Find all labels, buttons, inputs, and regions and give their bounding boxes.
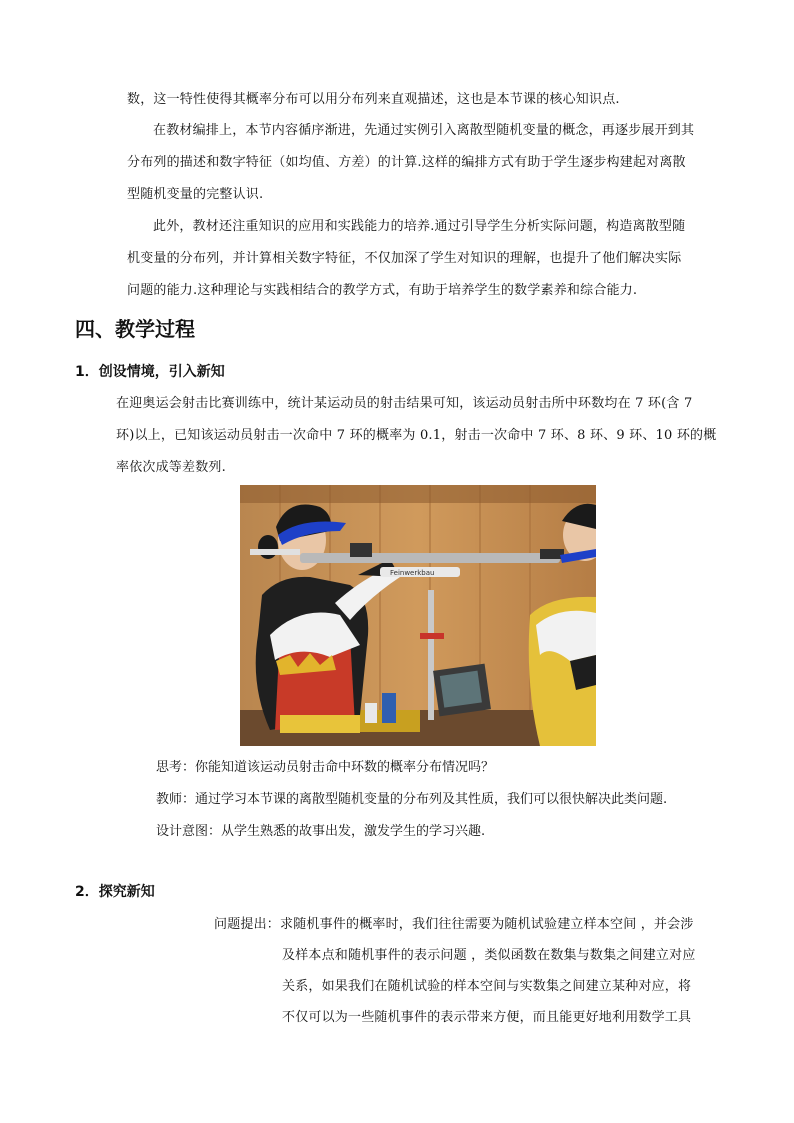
shooting-photo-illustration: [240, 485, 596, 746]
text-line: 在迎奥运会射击比赛训练中，统计某运动员的射击结果可知，该运动员射击所中环数均在 7 环(含 7: [116, 396, 693, 411]
paragraph-intro-3: [127, 211, 685, 307]
text-line: 数，这一特性使得其概率分布可以用分布列来直观描述，这也是本节课的核心知识点.: [127, 92, 620, 107]
text-line: 率依次成等差数列.: [116, 460, 226, 475]
text-line: 环)以上，已知该运动员射击一次命中 7 环的概率为 0.1，射击一次命中 7 环、8 环、9 环、10 环的概: [116, 428, 717, 443]
paragraph-intro-2: [127, 115, 694, 211]
text-line: 及样本点和随机事件的表示问题 ，类似函数在数集与数集之间建立对应: [282, 948, 696, 963]
subsection-heading-1: 1．创设情境，引入新知: [75, 364, 225, 380]
text-line: 问题的能力.这种理论与实践相结合的教学方式，有助于培养学生的数学素养和综合能力.: [127, 283, 638, 298]
paragraph-scenario: [116, 388, 716, 484]
text-line: 型随机变量的完整认识.: [127, 187, 264, 202]
shooting-photo: [240, 485, 596, 746]
teacher-note: 教师：通过学习本节课的离散型随机变量的分布列及其性质，我们可以很快解决此类问题.: [156, 792, 668, 807]
section-heading: 四、教学过程: [75, 317, 195, 341]
text-line: 此外，教材还注重知识的应用和实践能力的培养.通过引导学生分析实际问题，构造离散型随: [153, 219, 686, 234]
text-line: 在教材编排上，本节内容循序渐进，先通过实例引入离散型随机变量的概念，再逐步展开到其: [153, 123, 695, 138]
text-line: 分布列的描述和数字特征（如均值、方差）的计算.这样的编排方式有助于学生逐步构建起对离散: [127, 155, 686, 170]
design-intent: 设计意图：从学生熟悉的故事出发，激发学生的学习兴趣.: [156, 824, 486, 839]
text-line: 关系，如果我们在随机试验的样本空间与实数集之间建立某种对应，将: [282, 979, 692, 994]
text-line: 机变量的分布列，并计算相关数字特征，不仅加深了学生对知识的理解，也提升了他们解决实际: [127, 251, 682, 266]
paragraph-question-raised: [214, 909, 696, 1033]
text-line: 问题提出：求随机事件的概率时，我们往往需要为随机试验建立样本空间 ，并会涉: [214, 917, 694, 932]
think-question: 思考：你能知道该运动员射击命中环数的概率分布情况吗？: [156, 760, 495, 775]
subsection-heading-2: 2．探究新知: [75, 884, 155, 900]
paragraph-intro-1: [127, 84, 620, 116]
rifle-brand-text: Feinwerkbau: [390, 569, 435, 577]
text-line: 不仅可以为一些随机事件的表示带来方便，而且能更好地利用数学工具: [282, 1010, 692, 1025]
